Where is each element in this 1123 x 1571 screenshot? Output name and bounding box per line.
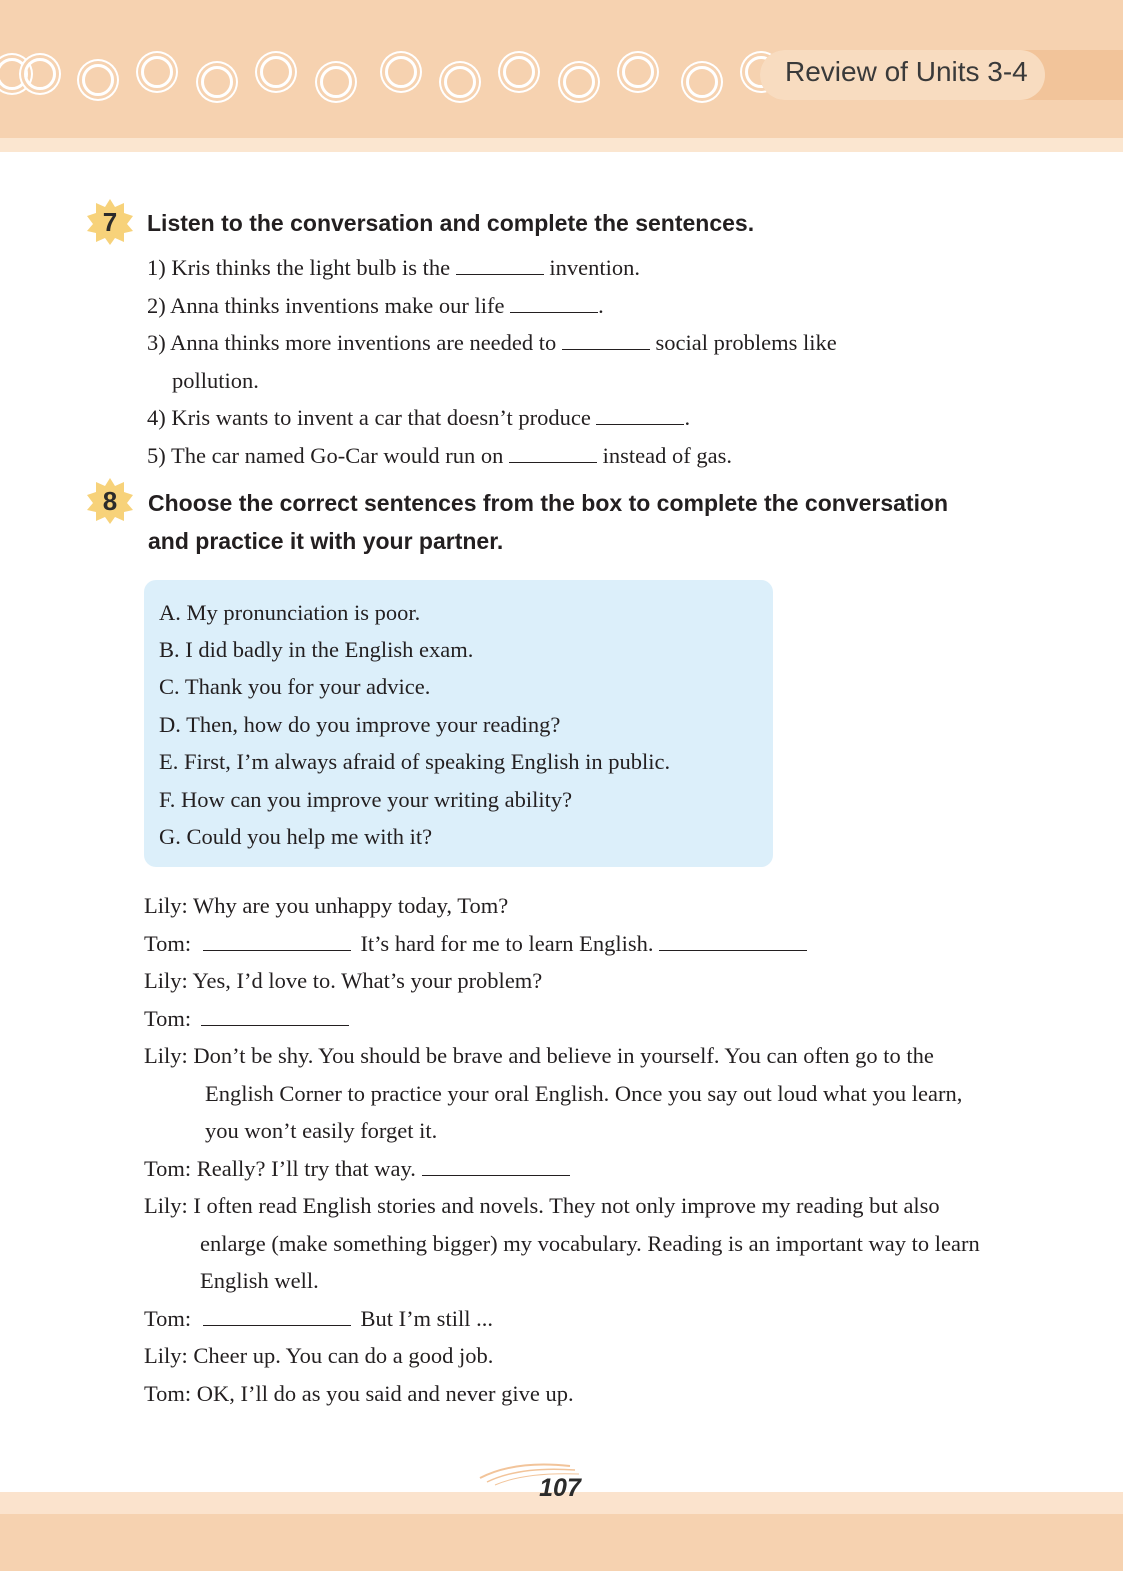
sentence-text: 4) Kris wants to invent a car that doesn’t produce — [147, 405, 591, 430]
answer-blank — [659, 932, 807, 951]
speaker: Tom: — [144, 1306, 192, 1331]
sentence-text: invention. — [549, 255, 640, 280]
circle-icon — [260, 56, 292, 88]
section-number: 7 — [102, 207, 118, 237]
circle-icon — [82, 64, 114, 96]
sentence-text: social problems like — [655, 330, 837, 355]
sentence-3 — [147, 330, 837, 356]
sentence-5 — [147, 443, 732, 469]
dialogue-text: But I’m still ... — [360, 1306, 493, 1331]
dialogue-line-5c: you won’t easily forget it. — [205, 1118, 438, 1143]
answer-blank — [456, 256, 544, 275]
section-7-badge — [87, 199, 133, 245]
sentence-text: 2) Anna thinks inventions make our life — [147, 293, 505, 318]
section-number: 8 — [102, 486, 118, 516]
sentence-text: 3) Anna thinks more inventions are needed to — [147, 330, 557, 355]
option-d: D. Then, how do you improve your reading? — [159, 712, 561, 737]
dialogue-line-7: Lily: I often read English stories and novels. They not only improve my reading but also — [144, 1193, 940, 1218]
circle-icon — [503, 56, 535, 88]
circle-icon — [385, 56, 417, 88]
section-8-instruction-line2: and practice it with your partner. — [148, 528, 504, 554]
sentence-text: 5) The car named Go-Car would run on — [147, 443, 504, 468]
dialogue-line-7b: enlarge (make something bigger) my vocabulary. Reading is an important way to learn — [200, 1231, 980, 1256]
decorative-circles — [0, 0, 780, 138]
section-8-badge — [87, 478, 133, 524]
dialogue-line-7c: English well. — [200, 1268, 319, 1293]
dialogue-line-5b: English Corner to practice your oral English. Once you say out loud what you learn, — [205, 1081, 963, 1106]
answer-blank — [203, 932, 351, 951]
dialogue-line-5: Lily: Don’t be shy. You should be brave and believe in yourself. You can often go to the — [144, 1043, 934, 1068]
page-number: 107 — [539, 1474, 581, 1502]
circle-icon — [141, 56, 173, 88]
circle-icon — [320, 66, 352, 98]
option-f: F. How can you improve your writing ability? — [159, 787, 573, 812]
dialogue-line-2 — [144, 931, 807, 957]
option-a: A. My pronunciation is poor. — [159, 600, 421, 625]
dialogue-line-4 — [144, 1006, 349, 1032]
circle-icon — [622, 56, 654, 88]
circle-icon — [444, 66, 476, 98]
circle-icon — [24, 58, 56, 90]
option-g: G. Could you help me with it? — [159, 824, 433, 849]
dialogue-line-8 — [144, 1306, 493, 1332]
dialogue-text: It’s hard for me to learn English. — [360, 931, 654, 956]
answer-blank — [201, 1007, 349, 1026]
dialogue-line-3: Lily: Yes, I’d love to. What’s your problem? — [144, 968, 543, 993]
option-c: C. Thank you for your advice. — [159, 674, 431, 699]
sentence-text: 1) Kris thinks the light bulb is the — [147, 255, 451, 280]
dialogue-line-10: Tom: OK, I’ll do as you said and never give up. — [144, 1381, 574, 1406]
option-e: E. First, I’m always afraid of speaking English in public. — [159, 749, 671, 774]
sentence-text: instead of gas. — [602, 443, 732, 468]
dialogue-line-9: Lily: Cheer up. You can do a good job. — [144, 1343, 494, 1368]
sentence-1 — [147, 255, 640, 281]
circle-icon — [201, 66, 233, 98]
dialogue-text: Tom: Really? I’ll try that way. — [144, 1156, 416, 1181]
circle-icon — [563, 66, 595, 98]
header-stripe — [0, 138, 1123, 152]
sentence-text: . — [598, 293, 604, 318]
answer-blank — [509, 444, 597, 463]
sentence-4 — [147, 405, 690, 431]
dialogue-line-6 — [144, 1156, 570, 1182]
footer-band — [0, 1514, 1123, 1571]
speaker: Tom: — [144, 931, 192, 956]
circle-icon — [686, 66, 718, 98]
page-title: Review of Units 3-4 — [785, 56, 1028, 87]
section-8-instruction-line1: Choose the correct sentences from the box to complete the conversation — [148, 490, 949, 516]
speaker: Tom: — [144, 1006, 192, 1031]
sentence-text: . — [684, 405, 691, 430]
option-b: B. I did badly in the English exam. — [159, 637, 474, 662]
section-7-instruction: Listen to the conversation and complete the sentences. — [147, 210, 755, 236]
sentence-2 — [147, 293, 604, 319]
answer-blank — [596, 406, 684, 425]
answer-blank — [422, 1157, 570, 1176]
answer-blank — [510, 294, 598, 313]
sentence-3-continuation: pollution. — [172, 368, 259, 393]
answer-blank — [562, 331, 650, 350]
answer-blank — [203, 1307, 351, 1326]
dialogue-line-1: Lily: Why are you unhappy today, Tom? — [144, 893, 509, 918]
